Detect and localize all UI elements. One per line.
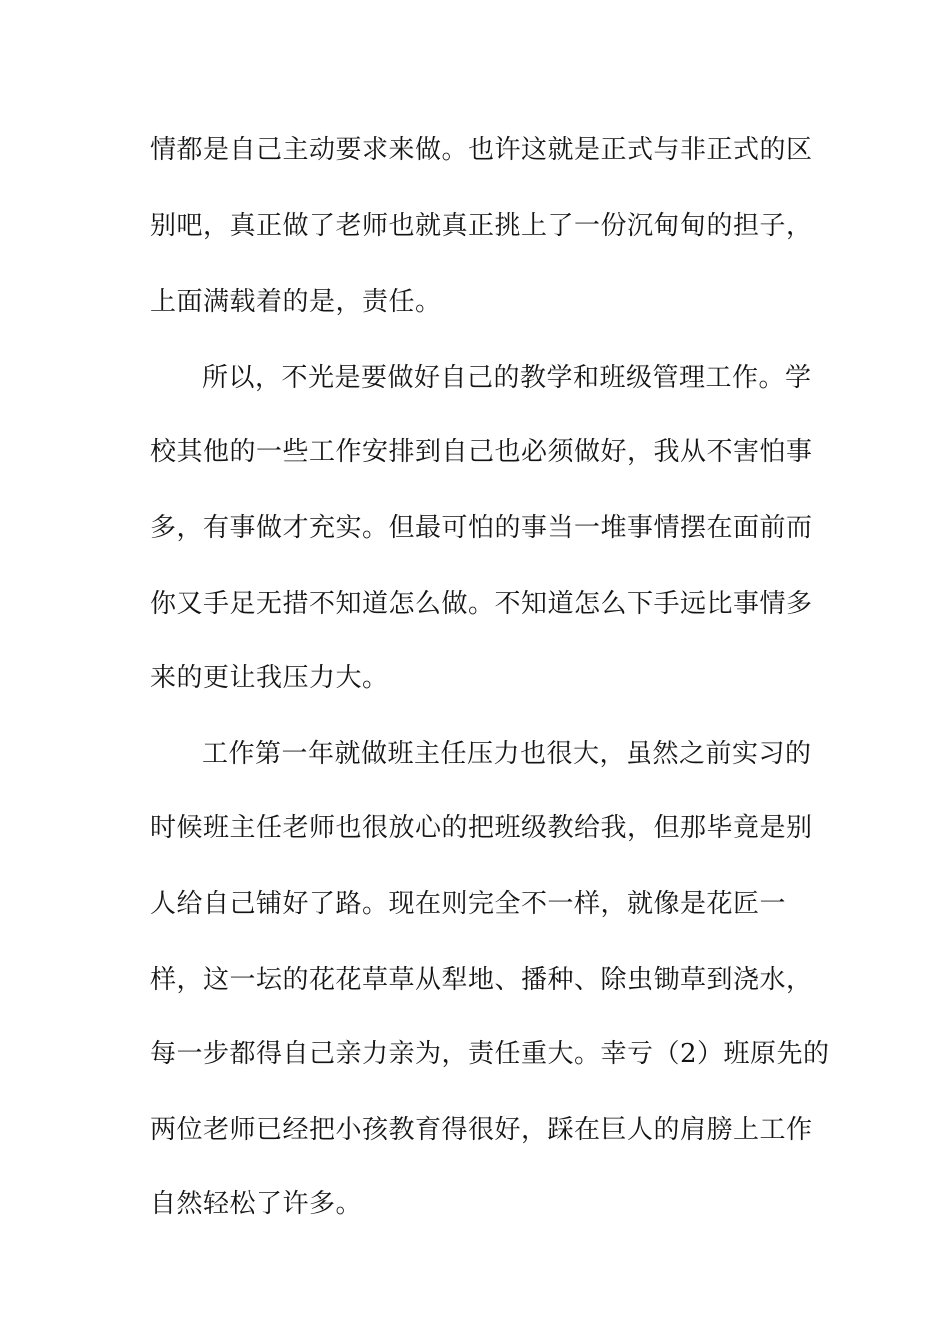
paragraph-3-line-1: 工作第一年就做班主任压力也很大，虽然之前实习的 — [202, 739, 812, 769]
paragraph-1-line-1: 情都是自己主动要求来做。也许这就是正式与非正式的区 — [150, 135, 813, 165]
paragraph-2-line-1: 所以，不光是要做好自己的教学和班级管理工作。学 — [202, 363, 812, 393]
paragraph-3-line-3: 人给自己铺好了路。现在则完全不一样，就像是花匠一 — [150, 889, 787, 919]
paragraph-2-line-5: 来的更让我压力大。 — [150, 663, 389, 693]
paragraph-2-line-3: 多，有事做才充实。但最可怕的事当一堆事情摆在面前而 — [150, 513, 813, 543]
paragraph-1-line-3: 上面满载着的是，责任。 — [150, 287, 442, 317]
paragraph-3-line-7: 自然轻松了许多。 — [150, 1189, 363, 1219]
paragraph-3-line-6: 两位老师已经把小孩教育得很好，踩在巨人的肩膀上工作 — [150, 1115, 813, 1145]
paragraph-3-line-4: 样，这一坛的花花草草从犁地、播种、除虫锄草到浇水， — [150, 965, 813, 995]
paragraph-1-line-2: 别吧，真正做了老师也就真正挑上了一份沉甸甸的担子， — [150, 211, 813, 241]
paragraph-2-line-4: 你又手足无措不知道怎么做。不知道怎么下手远比事情多 — [150, 589, 813, 619]
paragraph-3-line-2: 时候班主任老师也很放心的把班级教给我，但那毕竟是别 — [150, 813, 813, 843]
paragraph-2-line-2: 校其他的一些工作安排到自己也必须做好，我从不害怕事 — [150, 437, 813, 467]
paragraph-3-line-5: 每一步都得自己亲力亲为，责任重大。幸亏（2）班原先的 — [150, 1039, 830, 1069]
